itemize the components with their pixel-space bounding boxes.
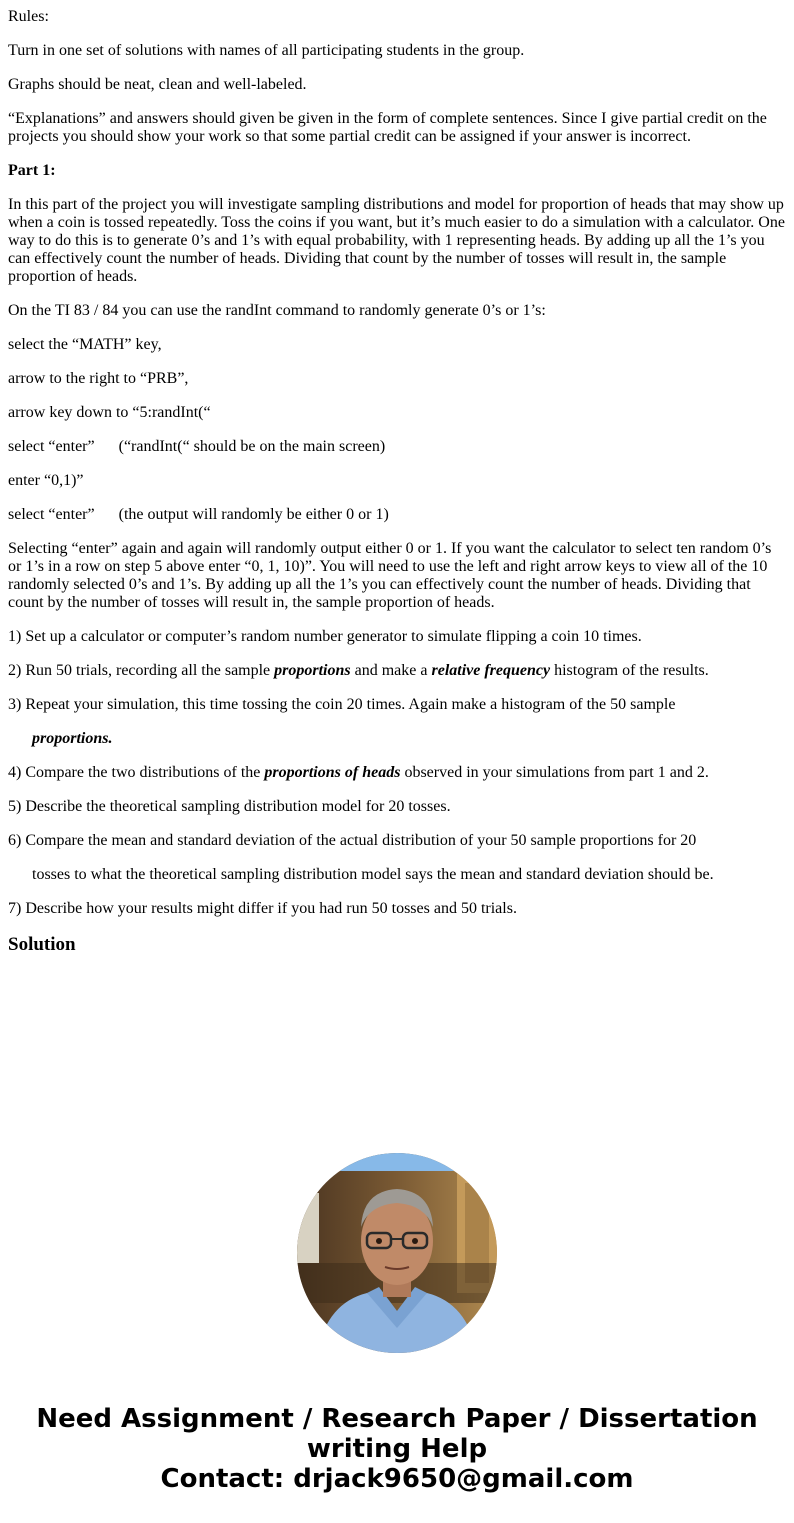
- step-6-action: select “enter”: [8, 506, 95, 523]
- promo-line-2: writing Help: [306, 1434, 488, 1464]
- question-2-emphasis-1: proportions: [274, 662, 351, 679]
- promo-banner: [0, 1404, 794, 1494]
- step-2: arrow to the right to “PRB”,: [8, 370, 189, 387]
- rule-2: Graphs should be neat, clean and well-labeled.: [8, 76, 307, 93]
- question-5: 5) Describe the theoretical sampling distribution model for 20 tosses.: [8, 798, 451, 815]
- rule-3: “Explanations” and answers should given be given in the form of complete sentences. Since I give partial credit on the projects you should show your work so that some partial credit can be assigned if your answer is incorrect.: [8, 110, 767, 145]
- intro-paragraph: In this part of the project you will investigate sampling distributions and model for proportion of heads that may show up when a coin is tossed repeatedly. Toss the coins if you want, but it’s much easier to do a simulation with a calculator. One way to do this is to generate 0’s and 1’s with equal probability, with 1 representing heads. By adding up all the 1’s you can effectively count the number of heads. Dividing that count by the number of tosses will result in, the sample proportion of heads.: [8, 196, 785, 285]
- step-5: enter “0,1)”: [8, 472, 84, 489]
- step-1: select the “MATH” key,: [8, 336, 162, 353]
- part-heading: Part 1:: [8, 162, 56, 179]
- question-2-text-c: histogram of the results.: [550, 662, 709, 679]
- rules-label: Rules:: [8, 8, 49, 25]
- question-2: [8, 662, 786, 680]
- question-6: 6) Compare the mean and standard deviation of the actual distribution of your 50 sample proportions for 20: [8, 832, 697, 849]
- promo-line-1: Need Assignment / Research Paper / Dissertation: [36, 1404, 758, 1434]
- question-4-text-a: 4) Compare the two distributions of the: [8, 764, 265, 781]
- author-avatar: [297, 1153, 497, 1353]
- question-4-emphasis: proportions of heads: [264, 764, 401, 781]
- step-6-note: (the output will randomly be either 0 or 1): [118, 506, 389, 523]
- question-3: 3) Repeat your simulation, this time tossing the coin 20 times. Again make a histogram of the 50 sample: [8, 696, 676, 713]
- question-6-continuation: tosses to what the theoretical sampling distribution model says the mean and standard deviation should be.: [32, 866, 714, 883]
- question-3-continuation: proportions.: [32, 730, 113, 747]
- question-4-text-b: observed in your simulations from part 1 and 2.: [400, 764, 709, 781]
- question-4: [8, 764, 786, 782]
- solution-heading: Solution: [8, 934, 76, 955]
- step-3: arrow key down to “5:randInt(“: [8, 404, 211, 421]
- rule-1: Turn in one set of solutions with names of all participating students in the group.: [8, 42, 525, 59]
- question-2-emphasis-2: relative frequency: [431, 662, 551, 679]
- question-1: 1) Set up a calculator or computer’s random number generator to simulate flipping a coin 10 times.: [8, 628, 642, 645]
- step-4-action: select “enter”: [8, 438, 95, 455]
- document-body: [8, 0, 786, 956]
- question-2-text-b: and make a: [350, 662, 432, 679]
- question-7: 7) Describe how your results might differ if you had run 50 tosses and 50 trials.: [8, 900, 517, 917]
- promo-contact: Contact: drjack9650@gmail.com: [160, 1464, 634, 1494]
- step-4-note: (“randInt(“ should be on the main screen): [118, 438, 386, 455]
- selecting-paragraph: Selecting “enter” again and again will randomly output either 0 or 1. If you want the calculator to select ten random 0’s or 1’s in a row on step 5 above enter “0, 1, 10)”. You will need to use the left and right arrow keys to view all of the 10 randomly selected 0’s and 1’s. By adding up all the 1’s you can effectively count the number of heads. Dividing that count by the number of tosses will result in, the sample proportion of heads.: [8, 540, 772, 611]
- question-2-text-a: 2) Run 50 trials, recording all the sample: [8, 662, 275, 679]
- step-6: [8, 506, 786, 524]
- step-4: [8, 438, 786, 456]
- person-photo-icon: [297, 1153, 497, 1353]
- ti-intro: On the TI 83 / 84 you can use the randInt command to randomly generate 0’s or 1’s:: [8, 302, 546, 319]
